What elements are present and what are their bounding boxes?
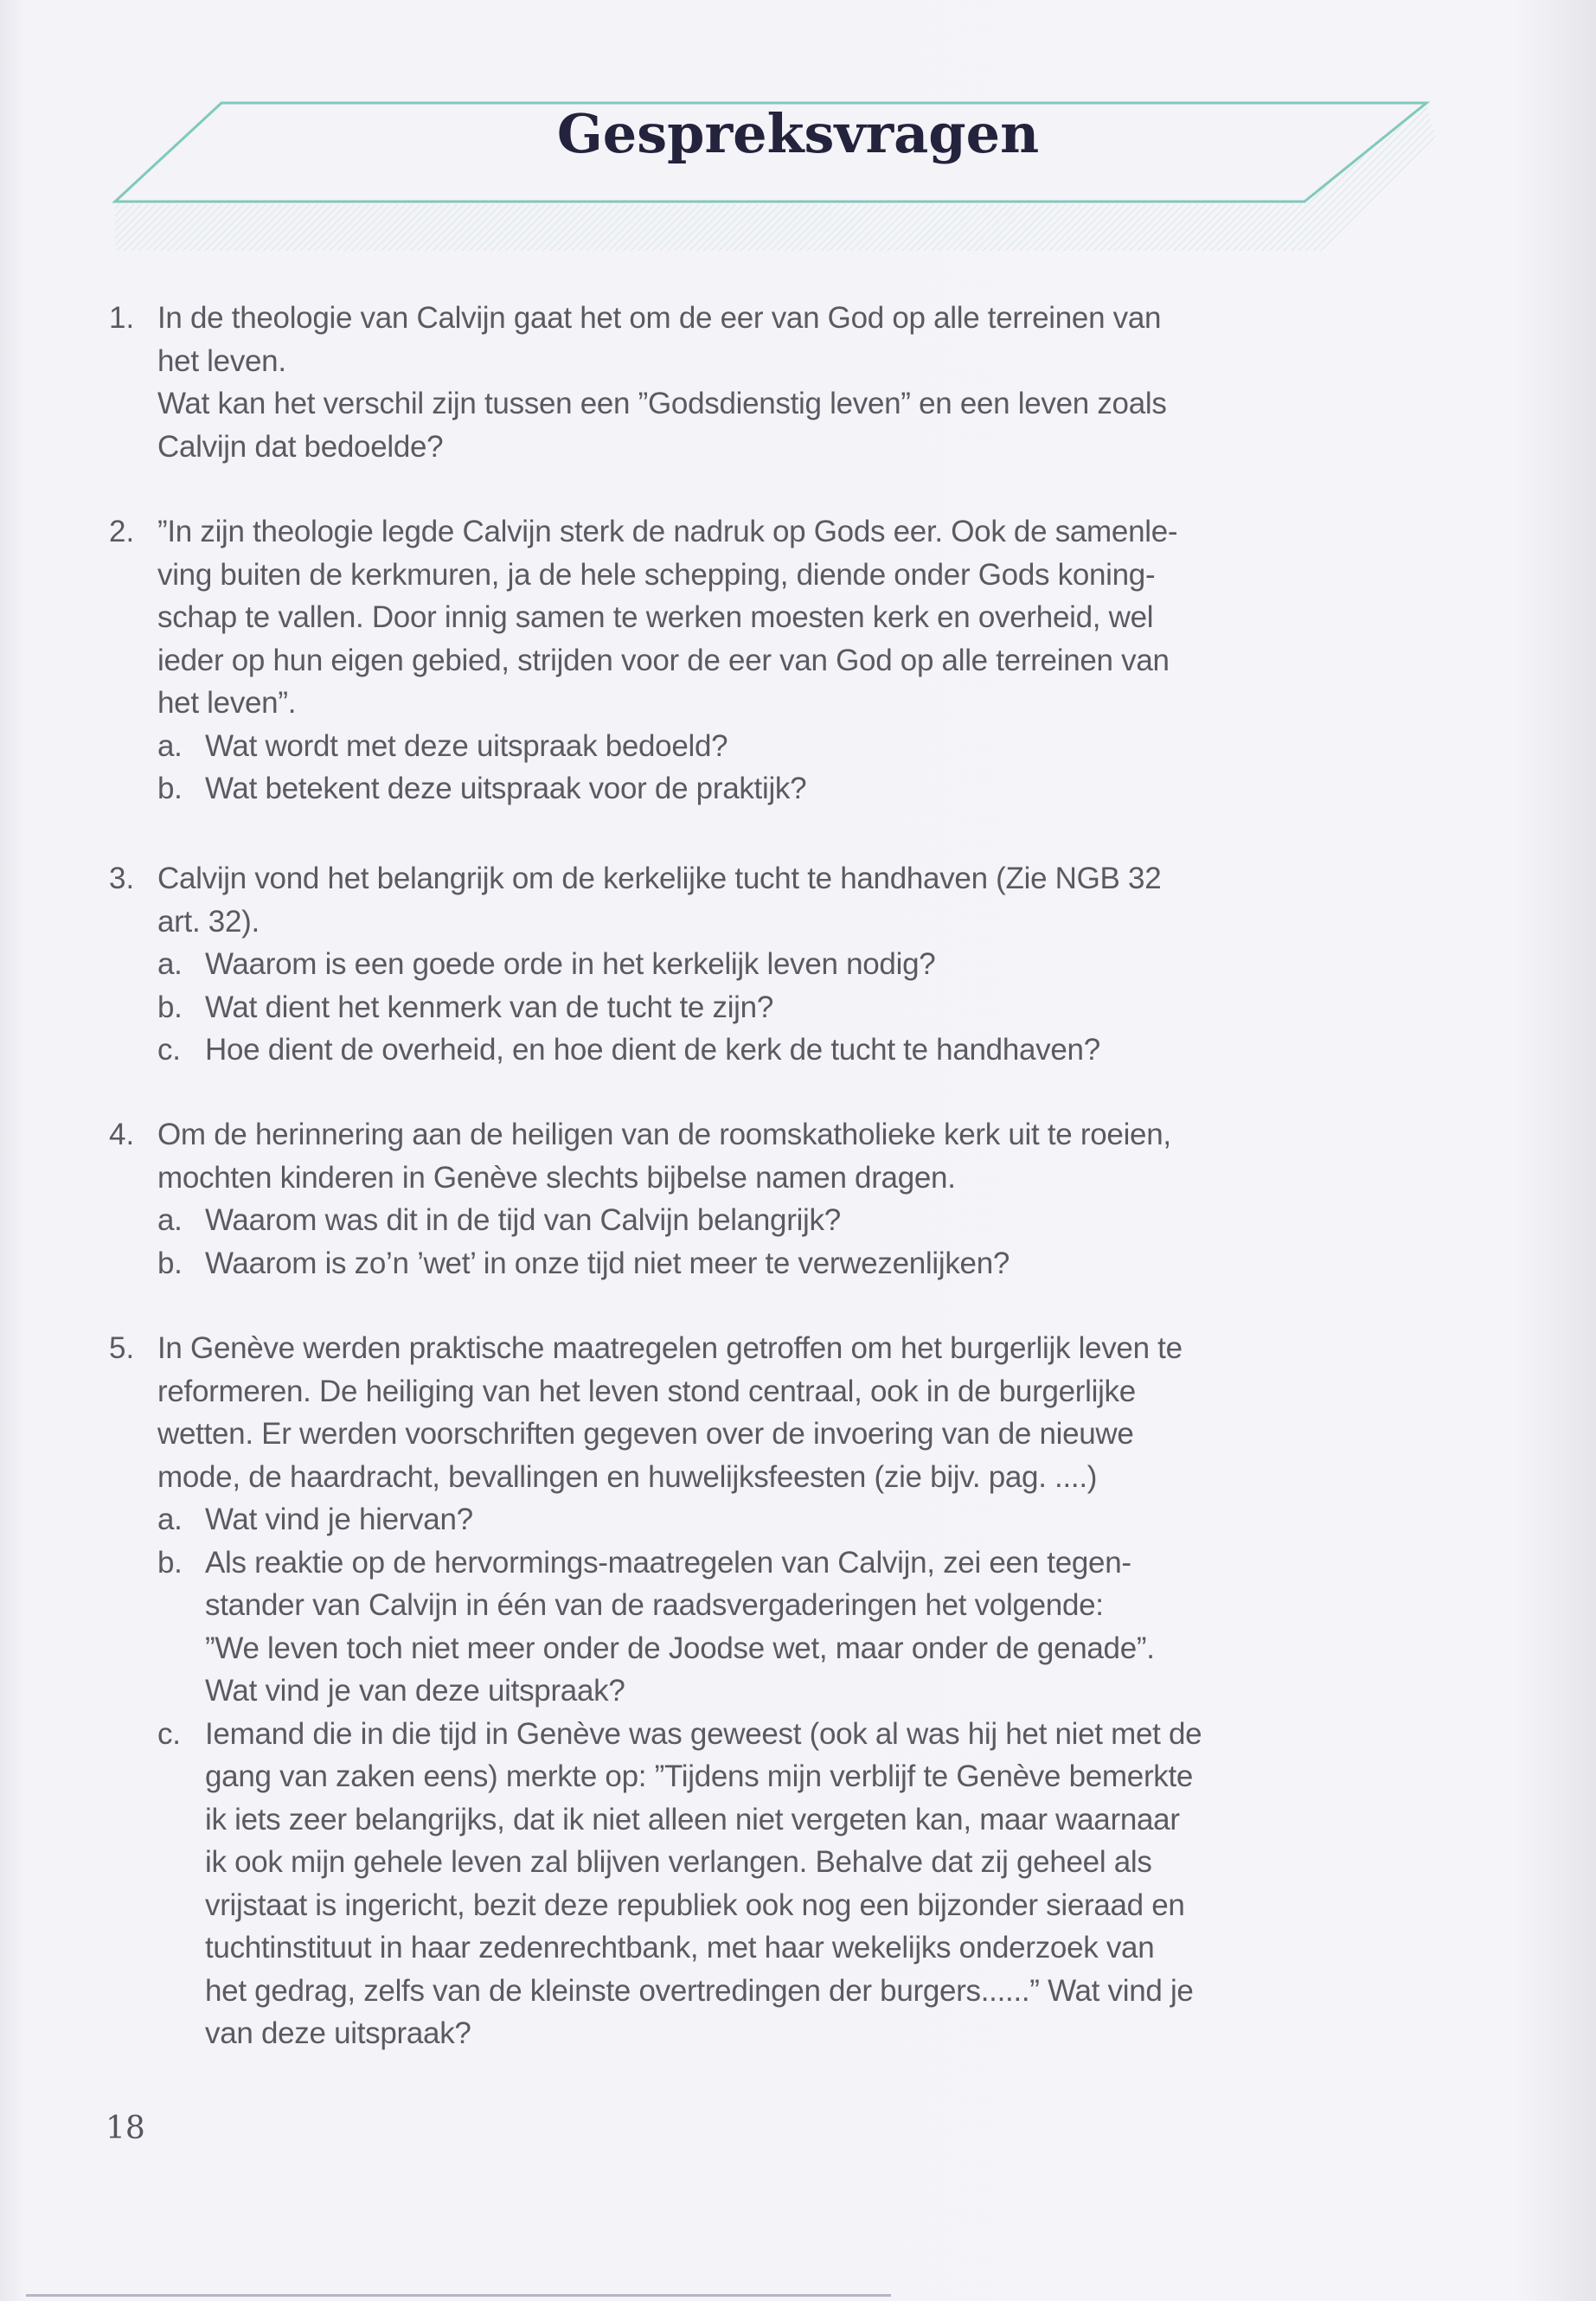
- question-number: 1.: [109, 301, 135, 335]
- sub-question-letter: a.: [157, 947, 183, 981]
- question-text-line: Om de herinnering aan de heiligen van de roomskatholieke kerk uit te roeien,: [157, 1118, 1171, 1151]
- sub-question-letter: a.: [157, 1203, 183, 1237]
- sub-question-text-line: Waarom was dit in de tijd van Calvijn belangrijk?: [205, 1203, 841, 1237]
- question-text-line: wetten. Er werden voorschriften gegeven over de invoering van de nieuwe: [157, 1417, 1134, 1451]
- sub-question-text-line: tuchtinstituut in haar zedenrechtbank, met haar wekelijks onderzoek van: [205, 1931, 1155, 1965]
- sub-question-text-line: Wat betekent deze uitspraak voor de praktijk?: [205, 772, 807, 805]
- sub-question-text-line: Hoe dient de overheid, en hoe dient de kerk de tucht te handhaven?: [205, 1033, 1100, 1067]
- sub-question-letter: a.: [157, 728, 183, 763]
- sub-question-text-line: Wat wordt met deze uitspraak bedoeld?: [205, 728, 728, 763]
- sub-question-text-line: stander van Calvijn in één van de raadsvergaderingen het volgende:: [205, 1588, 1104, 1622]
- sub-question-text-line: Wat vind je hiervan?: [205, 1503, 473, 1536]
- question-number: 2.: [109, 515, 135, 548]
- sub-question-text-line: Iemand die in die tijd in Genève was geweest (ook al was hij het niet met de: [205, 1716, 1202, 1751]
- bottom-edge: [26, 2294, 891, 2297]
- sub-question-text-line: Als reaktie op de hervormings-maatregelen van Calvijn, zei een tegen-: [205, 1545, 1131, 1580]
- question-text-line: ”In zijn theologie legde Calvijn sterk de nadruk op Gods eer. Ook de samenle-: [157, 515, 1178, 548]
- sub-question-text-line: ”We leven toch niet meer onder de Joodse wet, maar onder de genade”.: [205, 1631, 1155, 1665]
- question-text-line: reformeren. De heiliging van het leven stond centraal, ook in de burgerlijke: [157, 1374, 1136, 1408]
- question-text-line: Wat kan het verschil zijn tussen een ”Godsdienstig leven” en een leven zoals: [157, 387, 1167, 420]
- sub-question-letter: b.: [157, 772, 183, 805]
- page-title: Gespreksvragen: [556, 102, 1040, 165]
- sub-question-text-line: Waarom is zo’n ’wet’ in onze tijd niet meer te verwezenlijken?: [205, 1246, 1010, 1280]
- question-text-line: Calvijn dat bedoelde?: [157, 429, 444, 464]
- question-number: 3.: [109, 862, 135, 895]
- question-text-line: ieder op hun eigen gebied, strijden voor de eer van God op alle terreinen van: [157, 643, 1170, 677]
- question-text-line: schap te vallen. Door innig samen te werken moesten kerk en overheid, wel: [157, 600, 1154, 634]
- question-text-line: In de theologie van Calvijn gaat het om de eer van God op alle terreinen van: [157, 301, 1162, 335]
- sub-question-letter: b.: [157, 1545, 183, 1580]
- question-text-line: mochten kinderen in Genève slechts bijbelse namen dragen.: [157, 1160, 956, 1195]
- sub-question-letter: c.: [157, 1716, 181, 1751]
- question-number: 5.: [109, 1331, 135, 1365]
- sub-question-text-line: ik ook mijn gehele leven zal blijven verlangen. Behalve dat zij geheel als: [205, 1845, 1152, 1879]
- question-text-line: ving buiten de kerkmuren, ja de hele schepping, diende onder Gods koning-: [157, 557, 1156, 592]
- question-number: 4.: [109, 1118, 135, 1151]
- question-text-line: In Genève werden praktische maatregelen getroffen om het burgerlijk leven te: [157, 1331, 1183, 1365]
- question-text-line: het leven.: [157, 343, 286, 378]
- sub-question-text-line: Waarom is een goede orde in het kerkelijk leven nodig?: [205, 947, 936, 981]
- page-number: 18: [106, 2111, 145, 2146]
- sub-question-text-line: Wat vind je van deze uitspraak?: [205, 1674, 625, 1708]
- question-text-line: Calvijn vond het belangrijk om de kerkelijke tucht te handhaven (Zie NGB 32: [157, 862, 1162, 895]
- sub-question-text-line: van deze uitspraak?: [205, 2016, 471, 2050]
- sub-question-text-line: het gedrag, zelfs van de kleinste overtredingen der burgers......” Wat vind je: [205, 1973, 1194, 2008]
- question-text-line: mode, de haardracht, bevallingen en huwelijksfeesten (zie bijv. pag. ....): [157, 1459, 1098, 1494]
- sub-question-letter: b.: [157, 1246, 183, 1280]
- sub-question-letter: c.: [157, 1033, 181, 1067]
- sub-question-text-line: Wat dient het kenmerk van de tucht te zijn?: [205, 990, 773, 1024]
- question-text-line: art. 32).: [157, 904, 260, 939]
- sub-question-text-line: vrijstaat is ingericht, bezit deze republiek ook nog een bijzonder sieraad en: [205, 1888, 1185, 1922]
- sub-question-letter: b.: [157, 990, 183, 1024]
- sub-question-text-line: gang van zaken eens) merkte op: ”Tijdens mijn verblijf te Genève bemerkte: [205, 1759, 1194, 1793]
- sub-question-letter: a.: [157, 1503, 183, 1536]
- sub-question-text-line: ik iets zeer belangrijks, dat ik niet alleen niet vergeten kan, maar waarnaar: [205, 1802, 1180, 1836]
- question-text-line: het leven”.: [157, 686, 297, 720]
